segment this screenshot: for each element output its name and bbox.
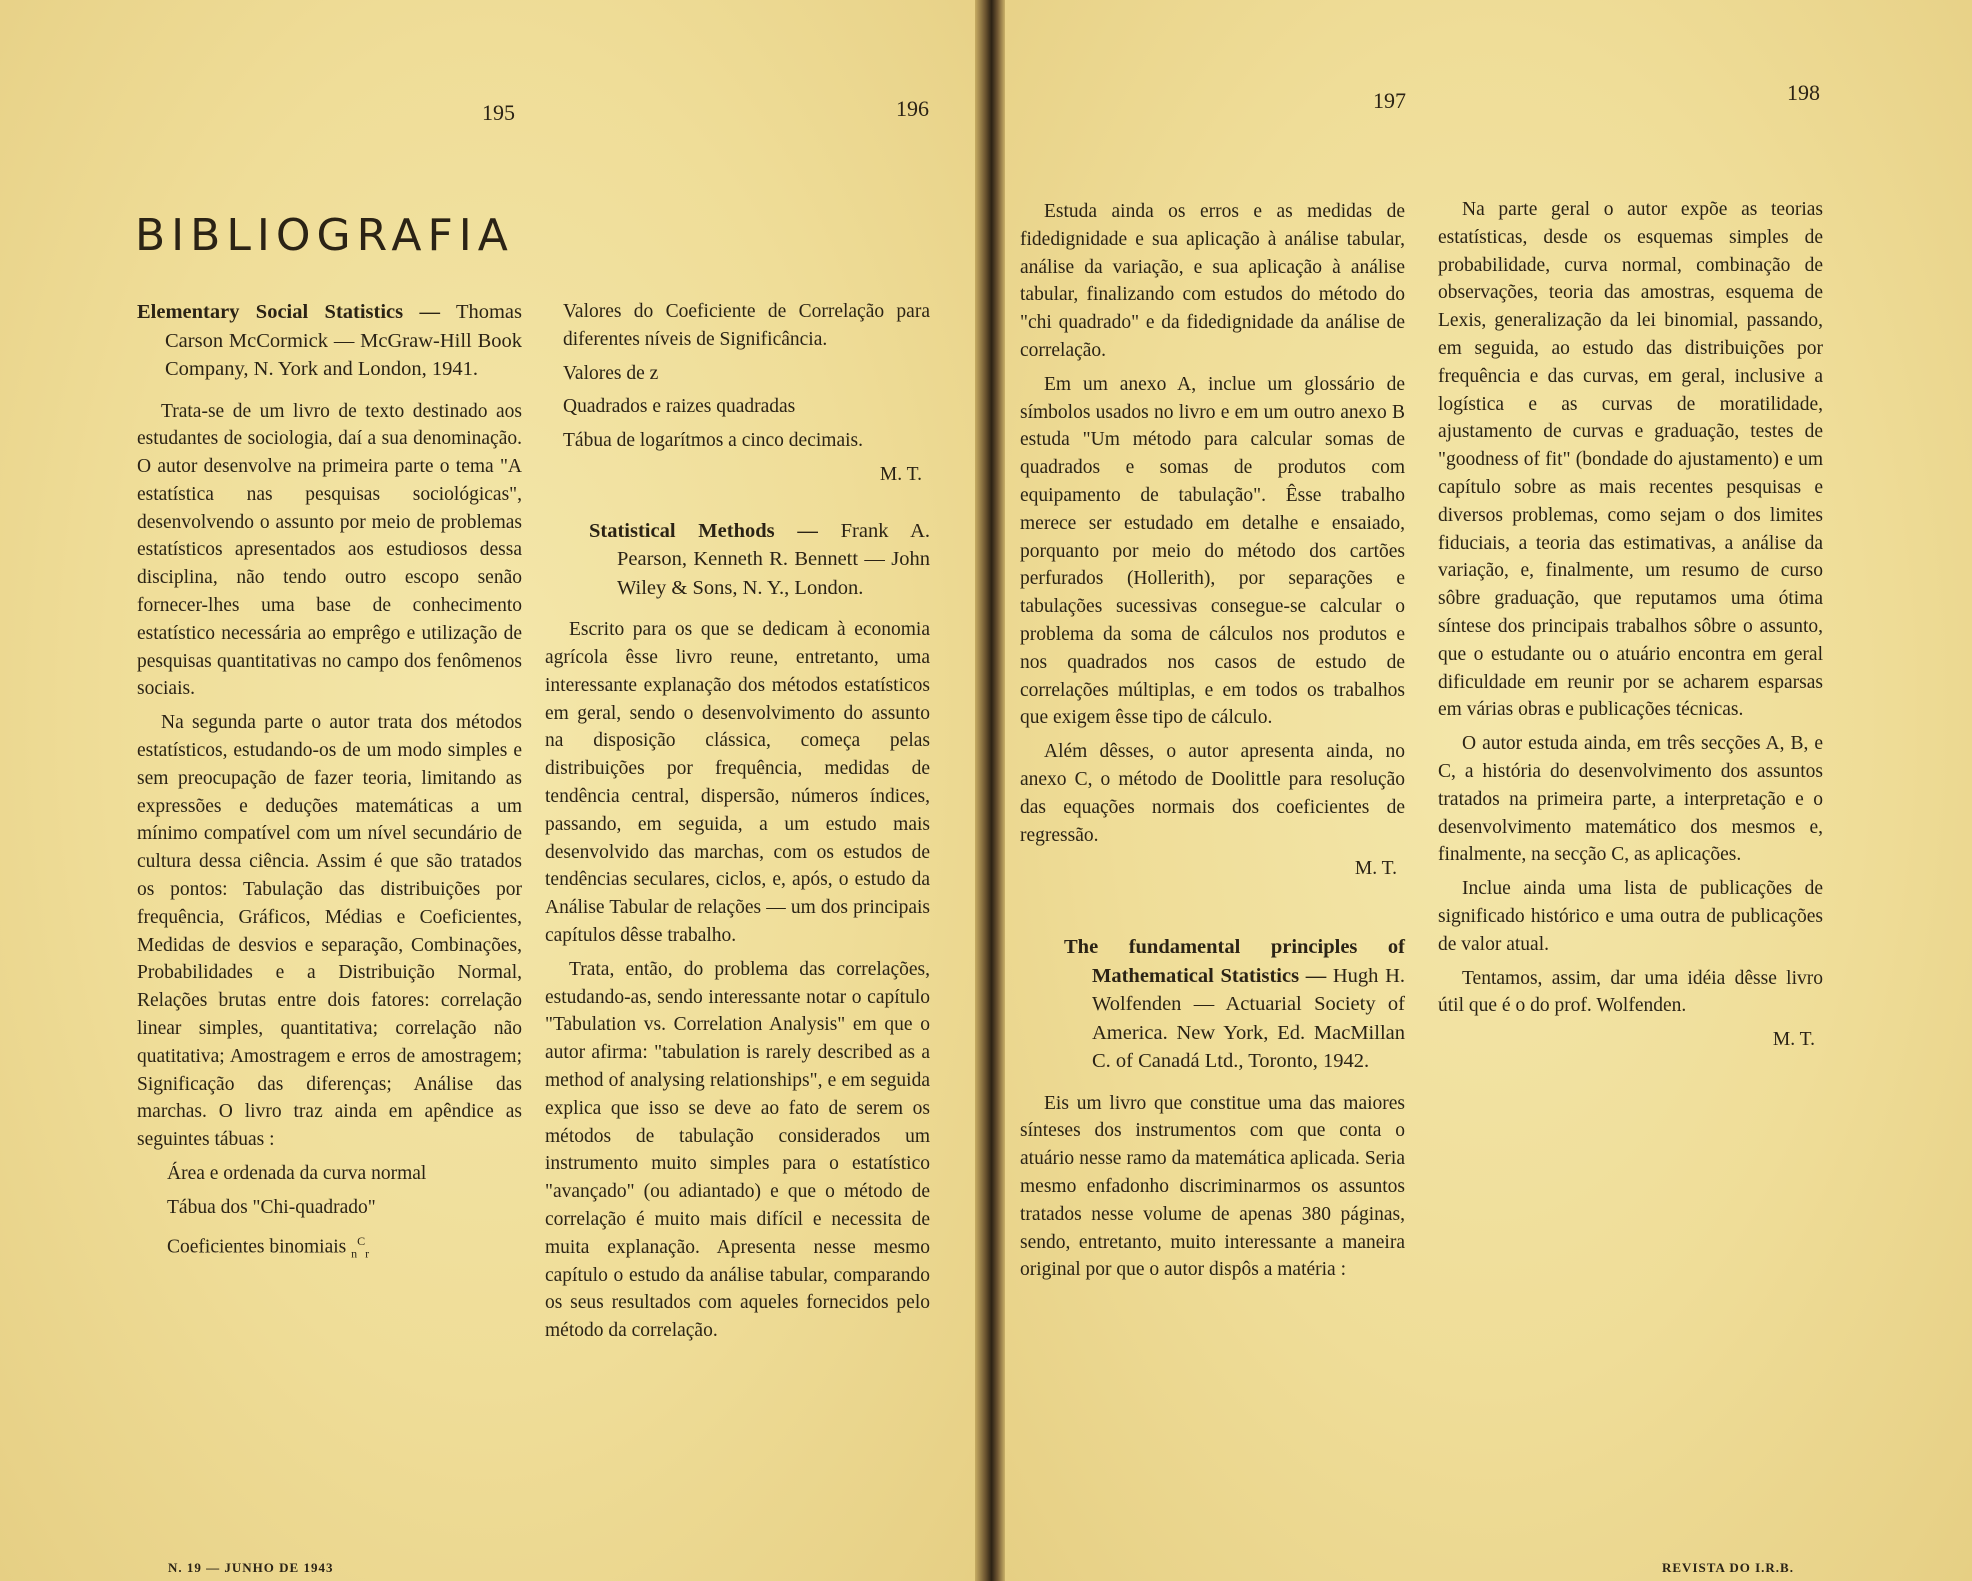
page-number-198: 198 — [1787, 80, 1820, 105]
page-number-196: 196 — [896, 96, 929, 121]
review-title: Statistical Methods — — [589, 519, 818, 542]
paragraph: Escrito para os que se dedicam à economia agrícola êsse livro reune, entretanto, uma interessante explanação dos métodos estatísticos em geral, sendo o desenvolvimento do assunto na disposição clássica, começa pelas distribuições por frequência, medidas de tendência central, dispersão, números índices, passando, em seguida, a um estudo mais desenvolvido das marchas, com os estudos de tendências seculares, ciclos, e, após, o estudo da Análise Tabular de relações — um dos principais capítulos dêsse trabalho. — [545, 619, 930, 947]
right-page — [1005, 0, 1972, 1581]
review-citation: Thomas Carson McCormick — McGraw-Hill Book Company, N. York and London, 1941. — [165, 301, 522, 380]
signature: M. T. — [1772, 1029, 1815, 1051]
list-item: Valores do Coeficiente de Correlação para diferentes níveis de Significância. — [563, 301, 930, 350]
signature: M. T. — [1354, 858, 1397, 880]
section-title: BIBLIOGRAFIA — [135, 210, 514, 261]
review-heading — [589, 517, 930, 603]
paragraph: Na segunda parte o autor trata dos métodos estatísticos, estudando-os de um modo simples e sem preocupação de fazer teoria, limitando as expressões e deduções matemáticas a um mínimo compatível com um nível secundário de cultura dessa ciência. Assim é que são tratados os pontos: Tabulação das distribuições por frequência, Gráficos, Médias e Coeficientes, Medidas de desvios e separação, Combinações, Probabilidades e a Distribuição Normal, Relações brutas entre dois fatores: correlação linear simples, quantitativa; correlação não quatitativa; Amostragem e erros de amostragem; Significação das diferenças; Análise das marchas. O livro traz ainda em apêndice as seguintes tábuas : — [137, 712, 522, 1151]
paragraph: Tentamos, assim, dar uma idéia dêsse livro útil que é o do prof. Wolfenden. — [1438, 967, 1823, 1017]
paragraph: O autor estuda ainda, em três secções A, B, e C, a história do desenvolvimento dos assuntos tratados na primeira parte, a interpretação e o desenvolvimento matemático dos mesmos e, finalmente, na secção C, as aplicações. — [1438, 733, 1823, 866]
paragraph: Estuda ainda os erros e as medidas de fidedignidade e sua aplicação à análise tabular, análise da variação, e sua aplicação à análise tabular, finalizando com estudos do método do "chi quadrado" e da fidedignidade da análise de correlação. — [1020, 201, 1405, 361]
list-item: Tábua de logarítmos a cinco decimais. — [563, 430, 863, 452]
list-item: Quadrados e raizes quadradas — [563, 396, 796, 418]
left-page — [0, 0, 975, 1581]
page-number-197: 197 — [1373, 88, 1406, 113]
list-item: Valores de z — [563, 362, 659, 384]
footer-issue: N. 19 — JUNHO DE 1943 — [168, 1560, 334, 1575]
page-number-195: 195 — [482, 100, 515, 125]
appendix-table-list-continued — [563, 298, 930, 455]
column-195 — [137, 298, 522, 1274]
paragraph: Inclue ainda uma lista de publicações de significado histórico e uma outra de publicações de valor atual. — [1438, 878, 1823, 955]
list-item: Área e ordenada da curva normal — [167, 1163, 427, 1185]
list-item: Coeficientes binomiais $_n^C_r$ — [167, 1233, 370, 1260]
column-198 — [1438, 196, 1823, 1064]
review-title: Elementary Social Statistics — — [137, 301, 440, 323]
paragraph: Além dêsses, o autor apresenta ainda, no anexo C, o método de Doolittle para resolução das equações normais dos coeficientes de regressão. — [1020, 741, 1405, 846]
column-197 — [1020, 198, 1405, 1290]
paragraph: Trata-se de um livro de texto destinado aos estudantes de sociologia, daí a sua denominação. O autor desenvolve na primeira parte o tema "A estatística nas pesquisas sociológicas", desenvolvendo o assunto por meio de problemas estatísticos apresentados aos estudiosos dessa disciplina, não tendo outro escopo senão fornecer-lhes uma base de conhecimento estatístico necessária ao emprêgo e utilização de pesquisas quantitativas no campo dos fenômenos sociais. — [137, 400, 522, 700]
signature: M. T. — [879, 463, 922, 485]
paragraph: Na parte geral o autor expõe as teorias estatísticas, desde os esquemas simples de probabilidade, curva normal, combinação de observações, teoria das amostras, esquema de Lexis, generalização da lei binomial, passando, em seguida, ao estudo das distribuições por frequência e das curvas, em geral, inclusive a logística e as curvas de moratilidade, ajustamento de curvas e graduação, testes de "goodness of fit" (bondade do ajustamento) e um capítulo sobre as mais recentes pesquisas e diversos problemas, como sejam o dos limites fiduciais, a teoria das estimativas, a análise da variação, e, finalmente, um resumo de curso sôbre graduação, que reputamos uma ótima síntese dos principais trabalhos sôbre o assunto, que o estudante ou o atuário encontra em geral dificuldade em reunir por se acharem esparsas em várias obras e publicações técnicas. — [1438, 199, 1823, 721]
review-citation: Frank A. Pearson, Kenneth R. Bennett — John Wiley & Sons, N. Y., London. — [617, 519, 931, 599]
review-heading — [1064, 933, 1405, 1076]
paragraph: Eis um livro que constitue uma das maiores sínteses dos instrumentos com que conta o atuário nesse ramo da matemática aplicada. Seria mesmo enfadonho discriminarmos os assuntos tratados nesse volume de apenas 380 páginas, sendo, entretanto, muito interessante a maneira original por que o autor dispôs a matéria : — [1020, 1092, 1405, 1281]
footer-journal: REVISTA DO I.R.B. — [1662, 1560, 1794, 1575]
review-citation: Hugh H. Wolfenden — Actuarial Society of America. New York, Ed. MacMillan C. of Canadá Ltd., Toronto, 1942. — [1092, 964, 1405, 1073]
paragraph: Trata, então, do problema das correlações, estudando-as, sendo interessante notar o capítulo "Tabulation vs. Correlation Analysis" em que o autor afirma: "tabulation is rarely described as a method of analysing relationships", e em seguida explica que isso se deve ao fato de serem os métodos de tabulação considerados um instrumento muito simples para o estatístico "avançado" (ou adiantado) e que o método de correlação é muito mais difícil e necessita de muita explanação. Apresenta nesse mesmo capítulo o estudo da análise tabular, comparando os seus resultados com aqueles fornecidos pelo método da correlação. — [545, 958, 930, 1342]
paragraph: Em um anexo A, inclue um glossário de símbolos usados no livro e em um outro anexo B estuda "Um método para calcular somas de quadrados e somas de produtos com equipamento de tabulação". Êsse trabalho merece ser estudado em detalhe e ensaiado, porquanto por meio do método dos cartões perfurados (Hollerith), por separações e tabulações sucessivas consegue-se calcular o problema da soma de cálculos nos produtos e nos quadrados nos casos de estudo de correlações múltiplas, e em todos os trabalhos que exigem êsse tipo de cálculo. — [1020, 373, 1405, 729]
review-title: The fundamental principles of Mathematical Statistics — — [1064, 936, 1405, 987]
list-item: Tábua dos "Chi-quadrado" — [167, 1196, 376, 1218]
column-196 — [545, 298, 930, 1351]
review-heading — [137, 298, 522, 384]
appendix-table-list — [167, 1160, 522, 1268]
book-gutter — [975, 0, 1005, 1581]
